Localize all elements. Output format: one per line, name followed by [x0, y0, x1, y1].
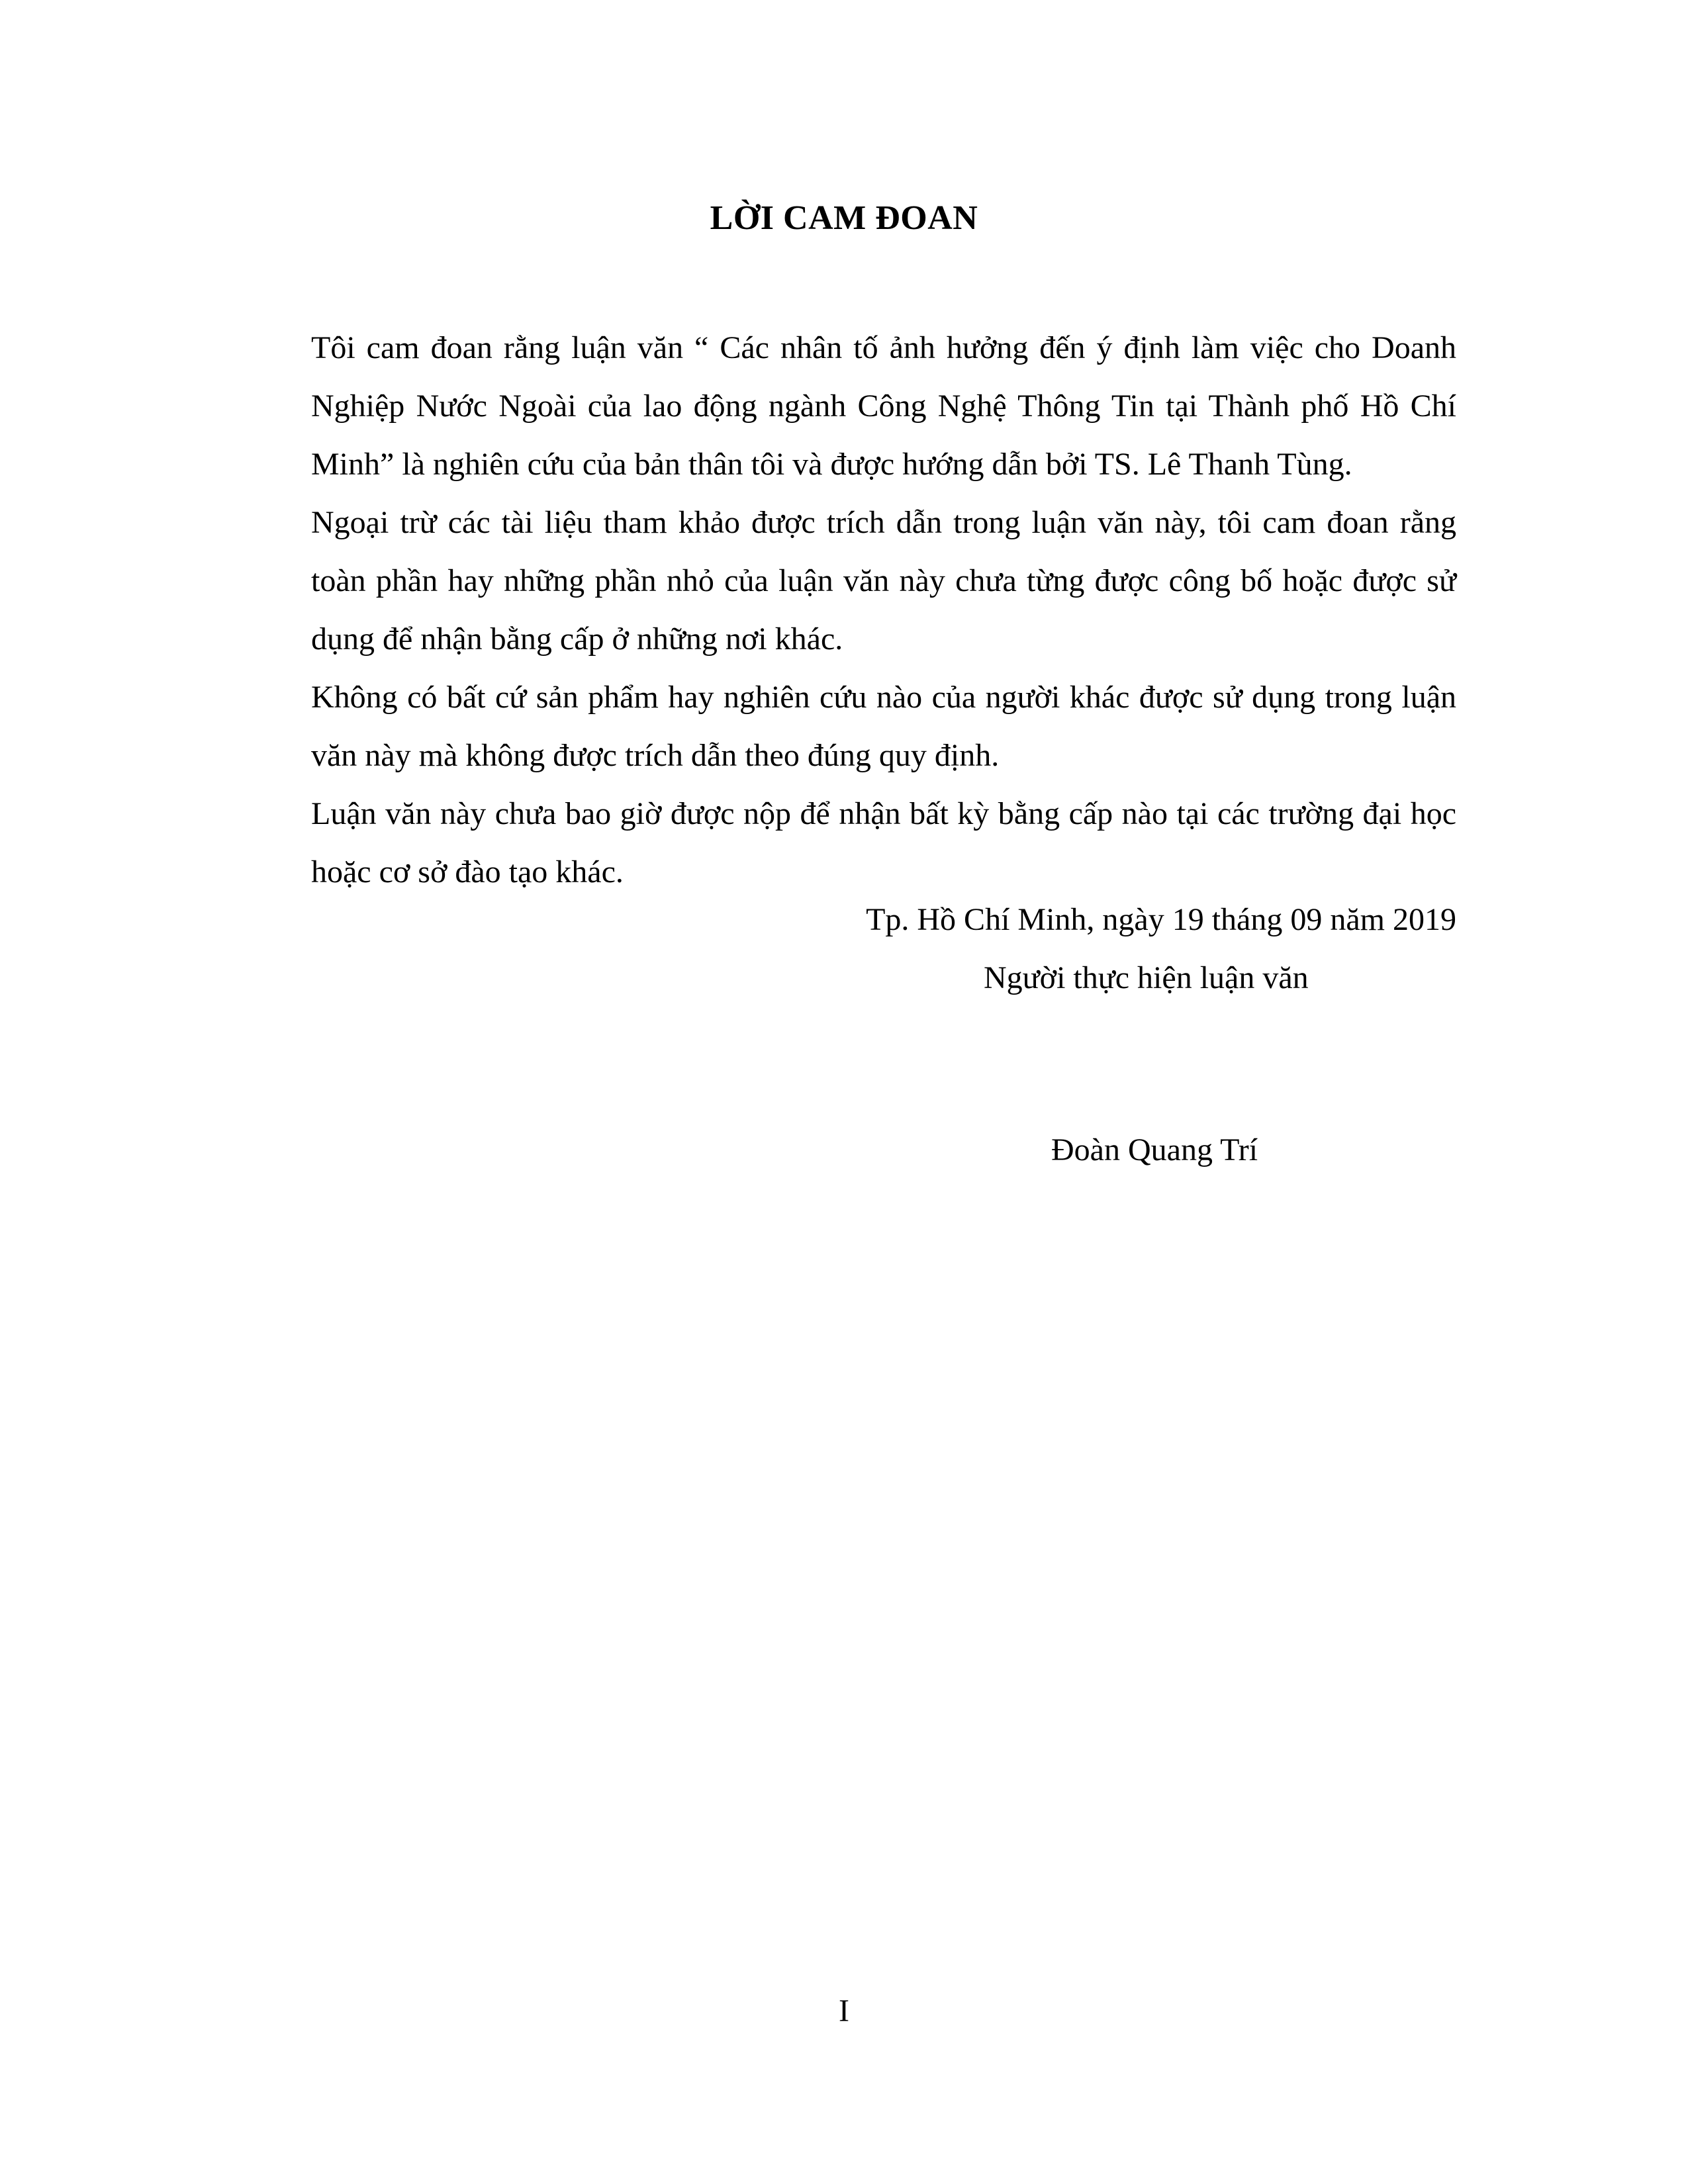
paragraph-references: Ngoại trừ các tài liệu tham khảo được trích dẫn trong luận văn này, tôi cam đoan rằng toàn phần hay những phần nhỏ của luận văn này chưa từng được công bố hoặc được sử dụng để nhận bằng cấp ở những nơi khác.	[311, 505, 1456, 657]
signature-name: Đoàn Quang Trí	[1051, 1132, 1258, 1167]
page-title: LỜI CAM ĐOAN	[710, 199, 978, 237]
paragraph-not-submitted: Luận văn này chưa bao giờ được nộp để nhận bất kỳ bằng cấp nào tại các trường đại học hoặc cơ sở đào tạo khác.	[311, 796, 1456, 889]
declaration-body	[311, 319, 1456, 901]
paragraph-thesis-statement: Tôi cam đoan rằng luận văn “ Các nhân tố ảnh hưởng đến ý định làm việc cho Doanh Nghiệp Nước Ngoài của lao động ngành Công Nghệ Thông Tin tại Thành phố Hồ Chí Minh” là nghiên cứu của bản thân tôi và được hướng dẫn bởi TS. Lê Thanh Tùng.	[311, 330, 1456, 482]
signature-place-date: Tp. Hồ Chí Minh, ngày 19 tháng 09 năm 2019	[866, 902, 1456, 937]
page-number: I	[839, 1993, 849, 2028]
paragraph-no-plagiarism: Không có bất cứ sản phẩm hay nghiên cứu nào của người khác được sử dụng trong luận văn này mà không được trích dẫn theo đúng quy định.	[311, 680, 1456, 773]
signature-role: Người thực hiện luận văn	[984, 960, 1309, 995]
